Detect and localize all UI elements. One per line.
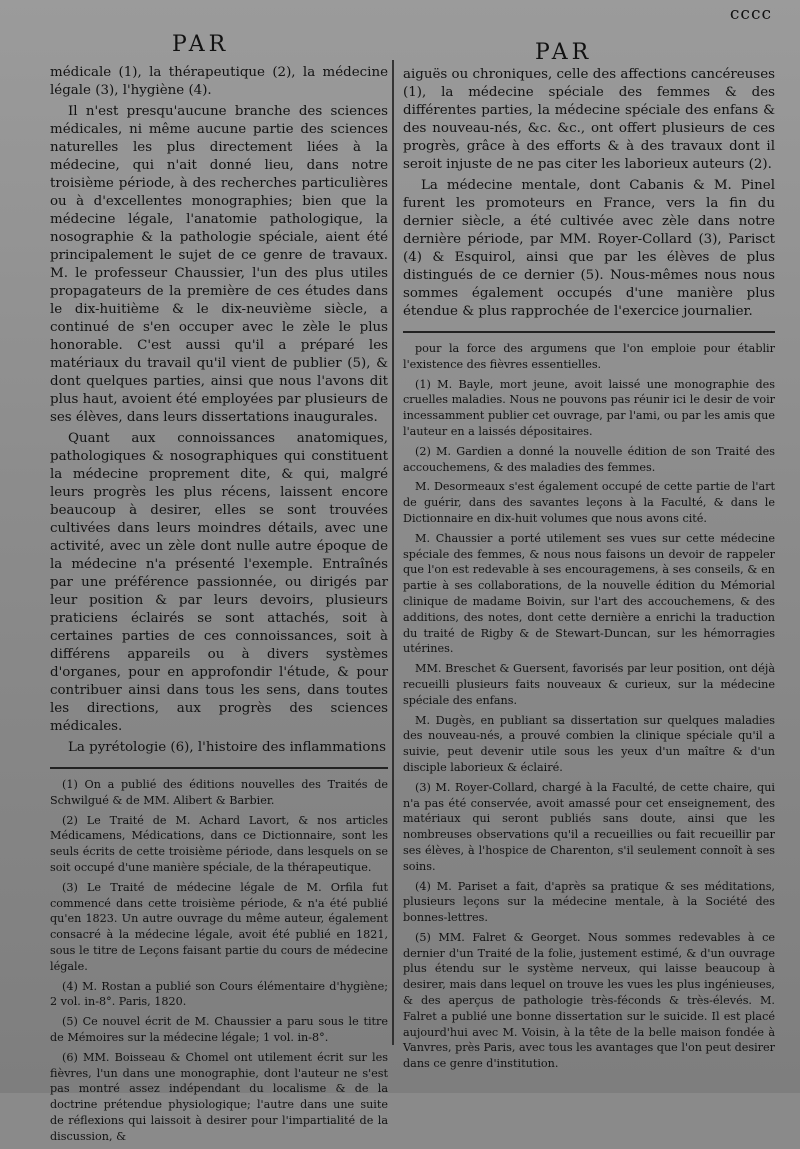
footnote: (3) Le Traité de médecine légale de M. Orfila fut commencé dans cette troisième période, & n'a été publié qu'en 1823. Un autre ouvrage du même auteur, également consacré à la médecine légale, avoit été publié en 1821, sous le titre de Leçons faisant partie du cours de médecine légale. <box>50 880 388 973</box>
footnote: MM. Breschet & Guersent, favorisés par leur position, ont déjà recueilli plusieurs faits nouveaux & curieux, sur la médecine spéciale des enfans. <box>403 662 775 707</box>
footnote: M. Desormeaux s'est également occupé de cette partie de l'art de guérir, dans des savantes leçons à la Faculté, & dans le Dictionnaire en dix-huit volumes que nous avons cité. <box>403 480 775 525</box>
page-header <box>0 0 800 70</box>
footnote: (5) Ce nouvel écrit de M. Chaussier a paru sous le titre de Mémoires sur la médecine légale; 1 vol. in-8°. <box>50 1015 388 1044</box>
paragraph: La médecine mentale, dont Cabanis & M. Pinel furent les promoteurs en France, vers la fin du dernier siècle, a été cultivée avec zèle dans notre dernière période, par MM. Royer-Collard (3), Parisct (4) & Esquirol, ainsi que par les élèves de plus distingués de ce dernier (5). Nous-mêmes nous nous sommes également occupés d'une manière plus étendue & plus rapprochée de l'exercice journalier. <box>403 178 775 319</box>
footnote-separator <box>50 767 388 769</box>
footnotes-left <box>50 777 388 1145</box>
column-divider <box>392 60 394 1045</box>
running-head-right: PAR <box>535 40 593 65</box>
footnote: (1) M. Bayle, mort jeune, avoit laissé une monographie des cruelles maladies. Nous ne pouvons pas réunir ici le desir de voir incessamment publier cet ouvrage, par l'ami, ou par les amis que l'auteur en a laissés dépositaires. <box>403 377 775 438</box>
footnote: pour la force des argumens que l'on emploie pour établir l'existence des fièvres essentielles. <box>403 342 775 371</box>
footnote: (5) MM. Falret & Georget. Nous sommes redevables à ce dernier d'un Traité de la folie, justement estimé, & d'un ouvrage plus étendu sur le système nerveux, qui laisse beaucoup à desirer, mais dans lequel on trouve les vues les plus ingénieuses, & des aperçus de pathologie très-féconds & très-élevés. M. Falret a publié une bonne dissertation sur le suicide. Il est placé aujourd'hui avec M. Voisin, à la tête de la belle maison fondée à Vanvres, près Paris, avec tous les avantages que l'on peut desirer dans ce genre d'institution. <box>403 930 775 1071</box>
paragraph: médicale (1), la thérapeutique (2), la médecine légale (3), l'hygiène (4). <box>50 65 388 98</box>
right-column <box>403 66 775 1076</box>
paragraph: aiguës ou chroniques, celle des affections cancéreuses (1), la médecine spéciale des femmes & des différentes parties, la médecine spéciale des enfans & des nouveau-nés, &c. &c., ont offert plusieurs de ces progrès, grâce à des efforts & à des travaux dont il seroit injuste de ne pas citer les laborieux auteurs (2). <box>403 67 775 172</box>
footnote: (6) MM. Boisseau & Chomel ont utilement écrit sur les fièvres, l'un dans une monographie, dont l'auteur ne s'est pas montré assez indépendant du localisme & de la doctrine prétendue physiologique; l'autre dans une suite de réflexions qui laissoit à desirer pour l'impartialité de la discussion, & <box>50 1050 388 1143</box>
footnote: (4) M. Pariset a fait, d'après sa pratique & ses méditations, plusieurs leçons sur la médecine mentale, à la Société des bonnes-lettres. <box>403 879 775 925</box>
footnote: (1) On a publié des éditions nouvelles des Traités de Schwilgué & de MM. Alibert & Barbier. <box>50 778 388 807</box>
paragraph: Quant aux connoissances anatomiques, pathologiques & nosographiques qui constituent la médecine proprement dite, & qui, malgré leurs progrès les plus récens, laissent encore beaucoup à desirer, elles se sont trouvées cultivées dans leurs moindres détails, avec une activité, avec un zèle dont nulle autre époque de la médecine n'a présenté l'exemple. Entraînés par une préférence passionnée, ou dirigés par leur position & par leurs devoirs, plusieurs praticiens éclairés se sont attachés, soit à certaines parties de ces connoissances, soit à différens appareils ou à divers systèmes d'organes, pour en approfondir l'étude, & pour contribuer ainsi dans tous les sens, dans toutes les directions, aux progrès des sciences médicales. <box>50 431 388 734</box>
footnote-separator <box>403 331 775 333</box>
paragraph: La pyrétologie (6), l'histoire des inflammations <box>68 740 386 755</box>
page-number: cccc <box>729 4 772 24</box>
footnotes-right <box>403 341 775 1072</box>
left-column <box>50 64 388 1149</box>
footnote: (2) M. Gardien a donné la nouvelle édition de son Traité des accouchemens, & des maladies des femmes. <box>403 444 775 474</box>
footnote: (2) Le Traité de M. Achard Lavort, & nos articles Médicamens, Médications, dans ce Dictionnaire, sont les seuls écrits de cette troisième période, dans lesquels on se soit occupé d'une manière spéciale, de la thérapeutique. <box>50 813 388 874</box>
footnote: (3) M. Royer-Collard, chargé à la Faculté, de cette chaire, qui n'a pas été conservée, avoit amassé pour cet enseignement, des matériaux qui seront publiés sans doute, ainsi que les nombreuses observations qu'il a recueillies ou fait recueillir par ses élèves, à l'hospice de Charenton, s'il seulement connoît à ses soins. <box>403 780 775 873</box>
footnote: M. Chaussier a porté utilement ses vues sur cette médecine spéciale des femmes, & nous nous faisons un devoir de rappeler que l'on est redevable à ses encouragemens, à ses conseils, & en partie à ses collaborations, de la nouvelle édition du Mémorial clinique de madame Boivin, sur l'art des accouchemens, & des additions, des notes, dont cette dernière a enrichi la traduction du traité de Rigby & de Stewart-Duncan, sur les hémorragies utérines. <box>403 531 775 656</box>
running-head-left: PAR <box>172 32 230 57</box>
footnote: M. Dugès, en publiant sa dissertation sur quelques maladies des nouveau-nés, a prouvé combien la clinique spéciale qu'il a suivie, peut devenir utile sous les yeux d'un maître & d'un disciple laborieux & éclairé. <box>403 713 775 774</box>
paragraph: Il n'est presqu'aucune branche des sciences médicales, ni même aucune partie des sciences naturelles les plus directement liées à la médecine, qui n'ait donné lieu, dans notre troisième période, à des recherches particulières ou à d'excellentes monographies; bien que la médecine légale, l'anatomie pathologique, la nosographie & la pathologie spéciale, aient été principalement le sujet de ce genre de travaux. M. le professeur Chaussier, l'un des plus utiles propagateurs de la première de ces études dans le dix-huitième & le dix-neuvième siècle, a continué de s'en occuper avec le zèle le plus honorable. C'est aussi qu'il a préparé les matériaux du travail qu'il vient de publier (5), & dont quelques parties, ainsi que nous l'avons dit plus haut, avoient été employées par plusieurs de ses élèves, dans leurs dissertations inaugurales. <box>50 104 388 425</box>
footnote: (4) M. Rostan a publié son Cours élémentaire d'hygiène; 2 vol. in-8°. Paris, 1820. <box>50 979 388 1009</box>
